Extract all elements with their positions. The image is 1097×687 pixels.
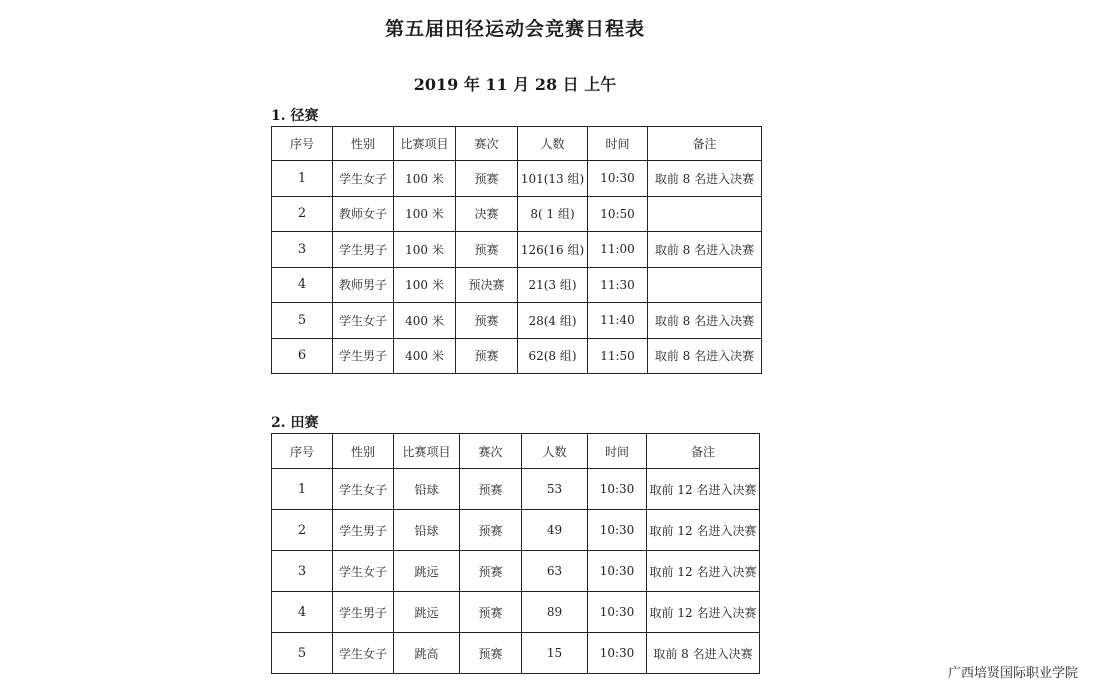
field-header-time: 时间 — [588, 434, 647, 469]
field-header-round: 赛次 — [460, 434, 522, 469]
track-cell-round: 预赛 — [456, 303, 518, 339]
track-cell-round: 预赛 — [456, 232, 518, 268]
field-cell-gender: 学生女子 — [333, 551, 394, 592]
table-row — [272, 592, 760, 633]
field-cell-gender: 学生男子 — [333, 510, 394, 551]
field-header-count: 人数 — [522, 434, 588, 469]
track-cell-remark: 取前 8 名进入决赛 — [648, 303, 762, 339]
document-title: 第五届田径运动会竞赛日程表 — [384, 18, 645, 40]
schedule-date: 2019 年 11 月 28 日 上午 — [413, 75, 617, 94]
track-cell-remark — [648, 267, 762, 303]
field-section-heading: 2. 田赛 — [271, 415, 319, 431]
field-cell-gender: 学生女子 — [333, 633, 394, 674]
field-cell-gender: 学生女子 — [333, 469, 394, 510]
field-cell-count: 53 — [522, 469, 588, 510]
field-cell-event: 铅球 — [394, 469, 460, 510]
track-header-event: 比赛项目 — [394, 127, 456, 161]
field-header-remark: 备注 — [647, 434, 760, 469]
track-cell-count: 21(3 组) — [518, 267, 588, 303]
track-cell-no: 4 — [272, 267, 333, 303]
field-cell-round: 预赛 — [460, 510, 522, 551]
track-cell-event: 400 米 — [394, 303, 456, 339]
field-cell-remark: 取前 12 名进入决赛 — [647, 510, 760, 551]
field-header-event: 比赛项目 — [394, 434, 460, 469]
track-cell-event: 100 米 — [394, 196, 456, 232]
field-cell-event: 跳远 — [394, 551, 460, 592]
field-cell-count: 89 — [522, 592, 588, 633]
field-cell-count: 15 — [522, 633, 588, 674]
track-cell-no: 3 — [272, 232, 333, 268]
institution-watermark: 广西培贤国际职业学院 — [947, 666, 1078, 681]
field-cell-event: 跳高 — [394, 633, 460, 674]
track-cell-event: 100 米 — [394, 161, 456, 197]
track-header-remark: 备注 — [648, 127, 762, 161]
track-cell-gender: 学生女子 — [333, 161, 394, 197]
field-cell-count: 63 — [522, 551, 588, 592]
track-cell-remark: 取前 8 名进入决赛 — [648, 161, 762, 197]
track-header-time: 时间 — [588, 127, 648, 161]
table-row — [272, 232, 762, 268]
field-cell-round: 预赛 — [460, 633, 522, 674]
field-cell-time: 10:30 — [588, 633, 647, 674]
track-cell-gender: 教师女子 — [333, 196, 394, 232]
track-cell-time: 10:50 — [588, 196, 648, 232]
field-cell-round: 预赛 — [460, 592, 522, 633]
field-cell-no: 3 — [272, 551, 333, 592]
track-cell-gender: 学生男子 — [333, 338, 394, 374]
field-header-no: 序号 — [272, 434, 333, 469]
field-cell-time: 10:30 — [588, 469, 647, 510]
track-cell-no: 6 — [272, 338, 333, 374]
table-row — [272, 551, 760, 592]
field-cell-event: 跳远 — [394, 592, 460, 633]
track-cell-time: 11:00 — [588, 232, 648, 268]
field-cell-gender: 学生男子 — [333, 592, 394, 633]
field-cell-time: 10:30 — [588, 551, 647, 592]
field-cell-round: 预赛 — [460, 551, 522, 592]
track-header-round: 赛次 — [456, 127, 518, 161]
track-cell-event: 100 米 — [394, 232, 456, 268]
track-cell-gender: 学生男子 — [333, 232, 394, 268]
track-cell-no: 1 — [272, 161, 333, 197]
track-cell-no: 5 — [272, 303, 333, 339]
table-row — [272, 469, 760, 510]
field-cell-no: 5 — [272, 633, 333, 674]
track-cell-no: 2 — [272, 196, 333, 232]
field-cell-round: 预赛 — [460, 469, 522, 510]
table-row — [272, 338, 762, 374]
field-header-gender: 性别 — [333, 434, 394, 469]
track-cell-count: 126(16 组) — [518, 232, 588, 268]
table-row — [272, 161, 762, 197]
table-row — [272, 303, 762, 339]
track-section-heading: 1. 径赛 — [271, 108, 319, 124]
field-cell-remark: 取前 12 名进入决赛 — [647, 469, 760, 510]
track-cell-event: 400 米 — [394, 338, 456, 374]
table-row — [272, 196, 762, 232]
track-header-row — [272, 127, 762, 161]
field-cell-no: 2 — [272, 510, 333, 551]
field-cell-time: 10:30 — [588, 510, 647, 551]
track-cell-gender: 学生女子 — [333, 303, 394, 339]
track-cell-event: 100 米 — [394, 267, 456, 303]
track-schedule-table — [271, 126, 762, 374]
track-cell-count: 28(4 组) — [518, 303, 588, 339]
track-cell-time: 10:30 — [588, 161, 648, 197]
track-header-count: 人数 — [518, 127, 588, 161]
field-cell-remark: 取前 8 名进入决赛 — [647, 633, 760, 674]
field-cell-remark: 取前 12 名进入决赛 — [647, 551, 760, 592]
field-schedule-table — [271, 433, 760, 674]
field-cell-event: 铅球 — [394, 510, 460, 551]
table-row — [272, 510, 760, 551]
track-cell-count: 8( 1 组) — [518, 196, 588, 232]
field-cell-count: 49 — [522, 510, 588, 551]
field-cell-time: 10:30 — [588, 592, 647, 633]
track-header-no: 序号 — [272, 127, 333, 161]
track-cell-round: 预赛 — [456, 338, 518, 374]
field-cell-no: 4 — [272, 592, 333, 633]
track-cell-count: 101(13 组) — [518, 161, 588, 197]
track-cell-round: 预决赛 — [456, 267, 518, 303]
field-cell-no: 1 — [272, 469, 333, 510]
track-cell-round: 预赛 — [456, 161, 518, 197]
track-cell-time: 11:30 — [588, 267, 648, 303]
track-cell-count: 62(8 组) — [518, 338, 588, 374]
track-cell-remark — [648, 196, 762, 232]
track-cell-round: 决赛 — [456, 196, 518, 232]
track-cell-time: 11:50 — [588, 338, 648, 374]
table-row — [272, 267, 762, 303]
field-cell-remark: 取前 12 名进入决赛 — [647, 592, 760, 633]
track-cell-remark: 取前 8 名进入决赛 — [648, 232, 762, 268]
table-row — [272, 633, 760, 674]
track-cell-remark: 取前 8 名进入决赛 — [648, 338, 762, 374]
track-header-gender: 性别 — [333, 127, 394, 161]
track-cell-time: 11:40 — [588, 303, 648, 339]
field-header-row — [272, 434, 760, 469]
track-cell-gender: 教师男子 — [333, 267, 394, 303]
